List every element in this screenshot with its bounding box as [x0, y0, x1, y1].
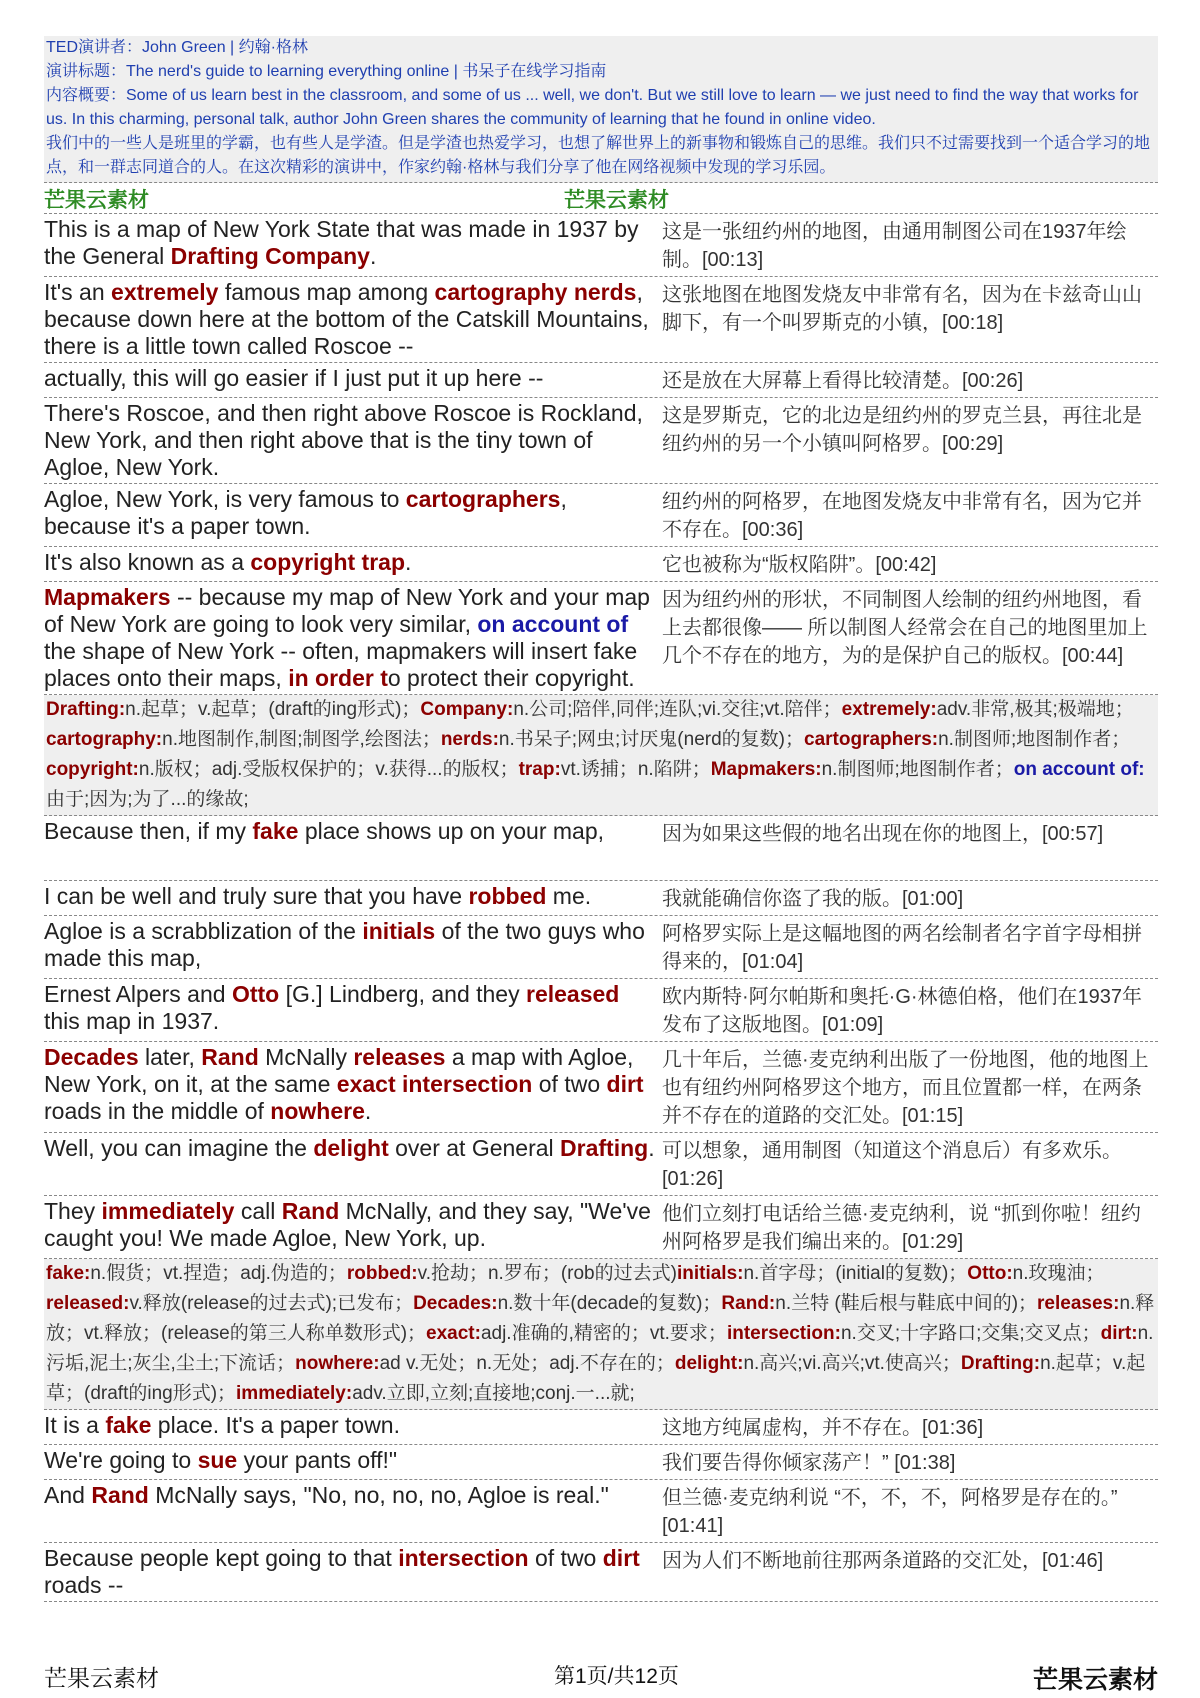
transcript-row: [44, 979, 1158, 1042]
text-segment: Because people kept going to that: [44, 1545, 399, 1571]
highlighted-term: initials:: [676, 1263, 744, 1284]
text-segment: me.: [546, 883, 592, 909]
chinese-translation: 我就能确信你盗了我的版。[01:00]: [662, 888, 964, 910]
text-segment: n.公司;陪伴,同伴;连队;vi.交往;vt.陪伴；: [513, 699, 842, 720]
highlighted-term: initials: [362, 918, 436, 944]
english-sentence: [44, 484, 658, 546]
text-segment: Agloe is a scrabblization of the: [44, 918, 363, 944]
highlighted-term: released: [526, 981, 620, 1007]
english-sentence: [44, 547, 658, 581]
english-sentence: [44, 363, 658, 397]
highlighted-term: releases: [353, 1044, 446, 1070]
summary-chinese: 我们中的一些人是班里的学霸，也有些人是学渣。但是学渣也热爱学习，也想了解世界上的新事物和锻炼自己的思维。我们只不过需要找到一个适合学习的地点，和一群志同道合的人。在这次精彩的演讲中，作家约翰·格林与我们分享了他在网络视频中发现的学习乐园。: [46, 135, 1151, 176]
transcript-row: [44, 1410, 1158, 1445]
highlighted-term: robbed:: [346, 1263, 418, 1284]
highlighted-term: Company:: [420, 699, 514, 720]
highlighted-term: cartographers:: [804, 729, 939, 750]
text-segment: Well, you can imagine the: [44, 1135, 314, 1161]
text-segment: n.起草；v.起草；(draft的ing形式)；: [125, 699, 421, 720]
text-segment: .: [648, 1135, 655, 1161]
text-segment: vt.诱捕；n.陷阱；: [560, 759, 711, 780]
highlighted-term: robbed: [468, 883, 547, 909]
talk-title: 演讲标题：The nerd's guide to learning everything online | 书呆子在线学习指南: [46, 63, 607, 80]
highlighted-term: fake: [105, 1412, 152, 1438]
text-segment: n.首字母；(initial的复数)；: [743, 1263, 968, 1284]
chinese-translation: 这地方纯属虚构，并不存在。[01:36]: [662, 1417, 984, 1439]
text-segment: [G.] Lindberg, and they: [279, 981, 526, 1007]
text-segment: It is a: [44, 1412, 106, 1438]
chinese-translation: 因为如果这些假的地名出现在你的地图上，[00:57]: [662, 823, 1104, 845]
chinese-translation: 我们要告得你倾家荡产！” [01:38]: [662, 1452, 956, 1474]
transcript-row: [44, 484, 1158, 547]
text-segment: .: [369, 243, 377, 269]
text-segment: It's an: [44, 279, 112, 305]
chinese-translation: 但兰德·麦克纳利说 “不，不，不，阿格罗是存在的。” [01:41]: [662, 1487, 1118, 1537]
highlighted-term: dirt: [606, 1071, 644, 1097]
english-sentence: [44, 1042, 658, 1132]
text-segment: n.制图师;地图制作者；: [938, 729, 1131, 750]
text-segment: n.释放；vt.释放；(release的第三人称单数形式)；: [46, 1293, 1155, 1344]
transcript-row: [44, 816, 1158, 881]
text-segment: , because down here at the bottom of the Catskill Mountains, there is a little town called Roscoe --: [44, 279, 649, 359]
english-sentence: [44, 398, 658, 483]
transcript-row: [44, 398, 1158, 484]
text-segment: adv.立即,立刻;直接地;conj.一...就;: [352, 1383, 635, 1404]
highlighted-term: intersection:: [726, 1323, 841, 1344]
highlighted-term: nerds:: [440, 729, 499, 750]
transcript-row: [44, 881, 1158, 916]
vocabulary-block-2: [44, 1259, 1158, 1410]
transcript-row: [44, 1445, 1158, 1480]
vocabulary-block-1: [44, 695, 1158, 816]
highlighted-term: Rand: [201, 1044, 259, 1070]
text-segment: n.地图制作,制图;制图学,绘图法；: [162, 729, 441, 750]
chinese-translation: 可以想象，通用制图（知道这个消息后）有多欢乐。[01:26]: [662, 1140, 1122, 1190]
chinese-translation: 他们立刻打电话给兰德·麦克纳利，说 “抓到你啦！纽约州阿格罗是我们编出来的。[01:29]: [662, 1203, 1141, 1253]
highlighted-term: extremely: [111, 279, 219, 305]
text-segment: of two: [528, 1545, 603, 1571]
transcript-row: [44, 277, 1158, 363]
chinese-translation: 这是一张纽约州的地图，由通用制图公司在1937年绘制。[00:13]: [662, 221, 1127, 271]
brand-row: [44, 183, 1158, 214]
highlighted-term: cartographers: [405, 486, 561, 512]
chinese-translation: 阿格罗实际上是这幅地图的两名绘制者名字首字母相拼得来的，[01:04]: [662, 923, 1142, 973]
highlighted-term: dirt: [602, 1545, 640, 1571]
transcript-section-2: [44, 816, 1158, 1259]
highlighted-term: releases:: [1037, 1293, 1120, 1314]
chinese-translation: 纽约州的阿格罗，在地图发烧友中非常有名，因为它并不存在。[00:36]: [662, 491, 1142, 541]
highlighted-term: Drafting Company: [170, 243, 370, 269]
text-segment: adv.非常,极其;极端地；: [936, 699, 1134, 720]
highlighted-term: nowhere: [270, 1098, 365, 1124]
highlighted-term: Drafting: [560, 1135, 649, 1161]
text-segment: Ernest Alpers and: [44, 981, 232, 1007]
english-sentence: [44, 881, 658, 915]
highlighted-term: exact:: [426, 1323, 481, 1344]
transcript-row: [44, 1480, 1158, 1543]
english-sentence: [44, 1410, 658, 1444]
english-sentence: [44, 1445, 658, 1479]
text-segment: n.兰特 (鞋后根与鞋底中间的)；: [775, 1293, 1038, 1314]
chinese-translation: 这是罗斯克，它的北边是纽约州的罗克兰县，再往北是纽约州的另一个小镇叫阿格罗。[00:29]: [662, 405, 1142, 455]
english-sentence: [44, 214, 658, 276]
english-sentence: [44, 582, 658, 694]
highlighted-term: released:: [46, 1293, 130, 1314]
highlighted-term: intersection: [398, 1545, 529, 1571]
english-sentence: [44, 1480, 658, 1542]
text-segment: There's Roscoe, and then right above Roscoe is Rockland, New York, and then right above that is the tiny town of Agloe, New York.: [44, 400, 643, 480]
english-sentence: [44, 1196, 658, 1258]
transcript-row: [44, 1133, 1158, 1196]
transcript-section-1: [44, 214, 1158, 695]
text-segment: of two: [532, 1071, 607, 1097]
highlighted-term: Mapmakers: [44, 584, 171, 610]
chinese-translation: 因为纽约州的形状，不同制图人绘制的纽约州地图，看上去都很像—— 所以制图人经常会在自己的地图里加上几个不存在的地方，为的是保护自己的版权。[00:44]: [662, 589, 1148, 667]
highlighted-term: extremely:: [841, 699, 937, 720]
page-footer: [44, 1660, 1158, 1694]
text-segment: I can be well and truly sure that you have: [44, 883, 469, 909]
summary-english: 内容概要：Some of us learn best in the classroom, and some of us ... well, we don't. But we still love to learn — we just need to find the way that works for us. In this charming, personal talk, author John Green shares the community of learning that he found in online video.: [46, 87, 1139, 128]
text-segment: McNally says, "No, no, no, no, Agloe is real.": [148, 1482, 609, 1508]
highlighted-term: Rand: [91, 1482, 149, 1508]
text-segment: .: [405, 549, 412, 575]
chinese-translation: 因为人们不断地前往那两条道路的交汇处，[01:46]: [662, 1550, 1104, 1572]
highlighted-term: in order t: [288, 665, 388, 691]
highlighted-term: copyright trap: [250, 549, 406, 575]
text-segment: roads in the middle of: [44, 1098, 271, 1124]
text-segment: n.版权；adj.受版权保护的；v.获得...的版权；: [138, 759, 519, 780]
highlighted-term: cartography nerds: [434, 279, 637, 305]
text-segment: of the two guys who made this map,: [44, 918, 645, 971]
text-segment: -- because my map of New York and your map of New York are going to look very similar,: [44, 584, 650, 637]
text-segment: n.书呆子;网虫;讨厌鬼(nerd的复数)；: [498, 729, 804, 750]
highlighted-term: fake:: [46, 1263, 91, 1284]
text-segment: o protect their copyright.: [387, 665, 635, 691]
transcript-row: [44, 1042, 1158, 1133]
text-segment: McNally: [258, 1044, 354, 1070]
highlighted-term: cartography:: [46, 729, 163, 750]
text-segment: actually, this will go easier if I just put it up here --: [44, 365, 544, 391]
transcript-row: [44, 547, 1158, 582]
highlighted-term: Decades:: [413, 1293, 498, 1314]
highlighted-term: fake: [252, 818, 299, 844]
text-segment: adj.准确的,精密的；vt.要求；: [480, 1323, 727, 1344]
text-segment: this map in 1937.: [44, 1008, 220, 1034]
footer-brand-left: 芒果云素材: [44, 1665, 159, 1691]
highlighted-term: sue: [197, 1447, 238, 1473]
english-sentence: [44, 916, 658, 978]
chinese-translation: 这张地图在地图发烧友中非常有名，因为在卡兹奇山山脚下，有一个叫罗斯克的小镇，[00:18]: [662, 284, 1142, 334]
english-sentence: [44, 816, 658, 880]
transcript-row: [44, 916, 1158, 979]
english-sentence: [44, 979, 658, 1041]
text-segment: the shape of New York -- often, mapmakers will insert fake places onto their maps,: [44, 638, 638, 691]
highlighted-term: delight:: [674, 1353, 744, 1374]
text-segment: roads --: [44, 1572, 124, 1598]
chinese-translation: 欧内斯特·阿尔帕斯和奥托·G·林德伯格，他们在1937年发布了这版地图。[01:09]: [662, 986, 1143, 1036]
text-segment: n.玫瑰油；: [1012, 1263, 1105, 1284]
text-segment: n.数十年(decade的复数)；: [497, 1293, 722, 1314]
highlighted-term: Drafting:: [46, 699, 126, 720]
text-segment: v.释放(release的过去式);已发布；: [129, 1293, 414, 1314]
highlighted-term: nowhere:: [295, 1353, 380, 1374]
text-segment: .: [364, 1098, 372, 1124]
highlighted-term: Rand: [281, 1198, 340, 1224]
highlighted-term: delight: [313, 1135, 389, 1161]
text-segment: They: [44, 1198, 102, 1224]
text-segment: n.制图师;地图制作者；: [821, 759, 1014, 780]
footer-brand-right: 芒果云素材: [1032, 1665, 1158, 1694]
talk-header: [44, 36, 1158, 183]
highlighted-term: Decades: [44, 1044, 139, 1070]
document-page: [44, 36, 1158, 1602]
chinese-translation: 还是放在大屏幕上看得比较清楚。[00:26]: [662, 370, 1024, 392]
highlighted-term: on account of:: [1013, 759, 1145, 780]
text-segment: This is a map of New York State that was made in 1937 by the General: [44, 216, 639, 269]
highlighted-term: Drafting:: [960, 1353, 1041, 1374]
transcript-row: [44, 214, 1158, 277]
text-segment: n.交叉;十字路口;交集;交叉点；: [840, 1323, 1101, 1344]
text-segment: n.污垢,泥土;灰尘,尘土;下流话；: [46, 1323, 1154, 1374]
text-segment: McNally, and they say, "We've caught you! We made Agloe, New York, up.: [44, 1198, 651, 1251]
text-segment: a map with Agloe, New York, on it, at the same: [44, 1044, 634, 1097]
highlighted-term: trap:: [518, 759, 561, 780]
brand-right: 芒果云素材: [564, 187, 669, 212]
text-segment: n.假货；vt.捏造；adj.伪造的；: [90, 1263, 347, 1284]
brand-left: 芒果云素材: [44, 187, 149, 212]
speaker-line: TED演讲者：John Green | 约翰·格林: [46, 39, 308, 56]
highlighted-term: copyright:: [46, 759, 139, 780]
english-sentence: [44, 1543, 658, 1601]
text-segment: Because then, if my: [44, 818, 253, 844]
text-segment: n.起草；v.起草；(draft的ing形式)；: [46, 1353, 1146, 1404]
highlighted-term: Rand:: [721, 1293, 776, 1314]
text-segment: place shows up on your map,: [298, 818, 604, 844]
text-segment: later,: [138, 1044, 202, 1070]
highlighted-term: Otto:: [967, 1263, 1013, 1284]
highlighted-term: immediately:: [236, 1383, 353, 1404]
text-segment: , because it's a paper town.: [44, 486, 567, 539]
text-segment: 由于;因为;为了...的缘故;: [46, 789, 249, 810]
transcript-row: [44, 363, 1158, 398]
transcript-row: [44, 1543, 1158, 1602]
chinese-translation: 它也被称为“版权陷阱”。[00:42]: [662, 554, 937, 576]
text-segment: call: [234, 1198, 282, 1224]
chinese-translation: 几十年后，兰德·麦克纳利出版了一份地图，他的地图上也有纽约州阿格罗这个地方，而且位置都一样，在两条并不存在的道路的交汇处。[01:15]: [662, 1049, 1149, 1127]
page-number: 第1页/共12页: [554, 1665, 679, 1688]
transcript-row: [44, 1196, 1158, 1259]
highlighted-term: Otto: [231, 981, 280, 1007]
highlighted-term: immediately: [101, 1198, 235, 1224]
text-segment: Agloe, New York, is very famous to: [44, 486, 406, 512]
transcript-section-3: [44, 1410, 1158, 1602]
highlighted-term: Mapmakers:: [710, 759, 822, 780]
text-segment: n.高兴;vi.高兴;vt.使高兴；: [743, 1353, 961, 1374]
english-sentence: [44, 1133, 658, 1195]
transcript-row: [44, 582, 1158, 695]
text-segment: And: [44, 1482, 92, 1508]
highlighted-term: exact intersection: [336, 1071, 533, 1097]
highlighted-term: on account of: [477, 611, 629, 637]
highlighted-term: dirt:: [1100, 1323, 1138, 1344]
text-segment: v.抢劫；n.罗布；(rob的过去式): [417, 1263, 677, 1284]
text-segment: ad v.无处；n.无处；adj.不存在的；: [379, 1353, 675, 1374]
english-sentence: [44, 277, 658, 362]
text-segment: It's also known as a: [44, 549, 251, 575]
text-segment: your pants off!": [237, 1447, 398, 1473]
text-segment: We're going to: [44, 1447, 198, 1473]
text-segment: place. It's a paper town.: [151, 1412, 400, 1438]
text-segment: famous map among: [218, 279, 435, 305]
text-segment: over at General: [388, 1135, 561, 1161]
